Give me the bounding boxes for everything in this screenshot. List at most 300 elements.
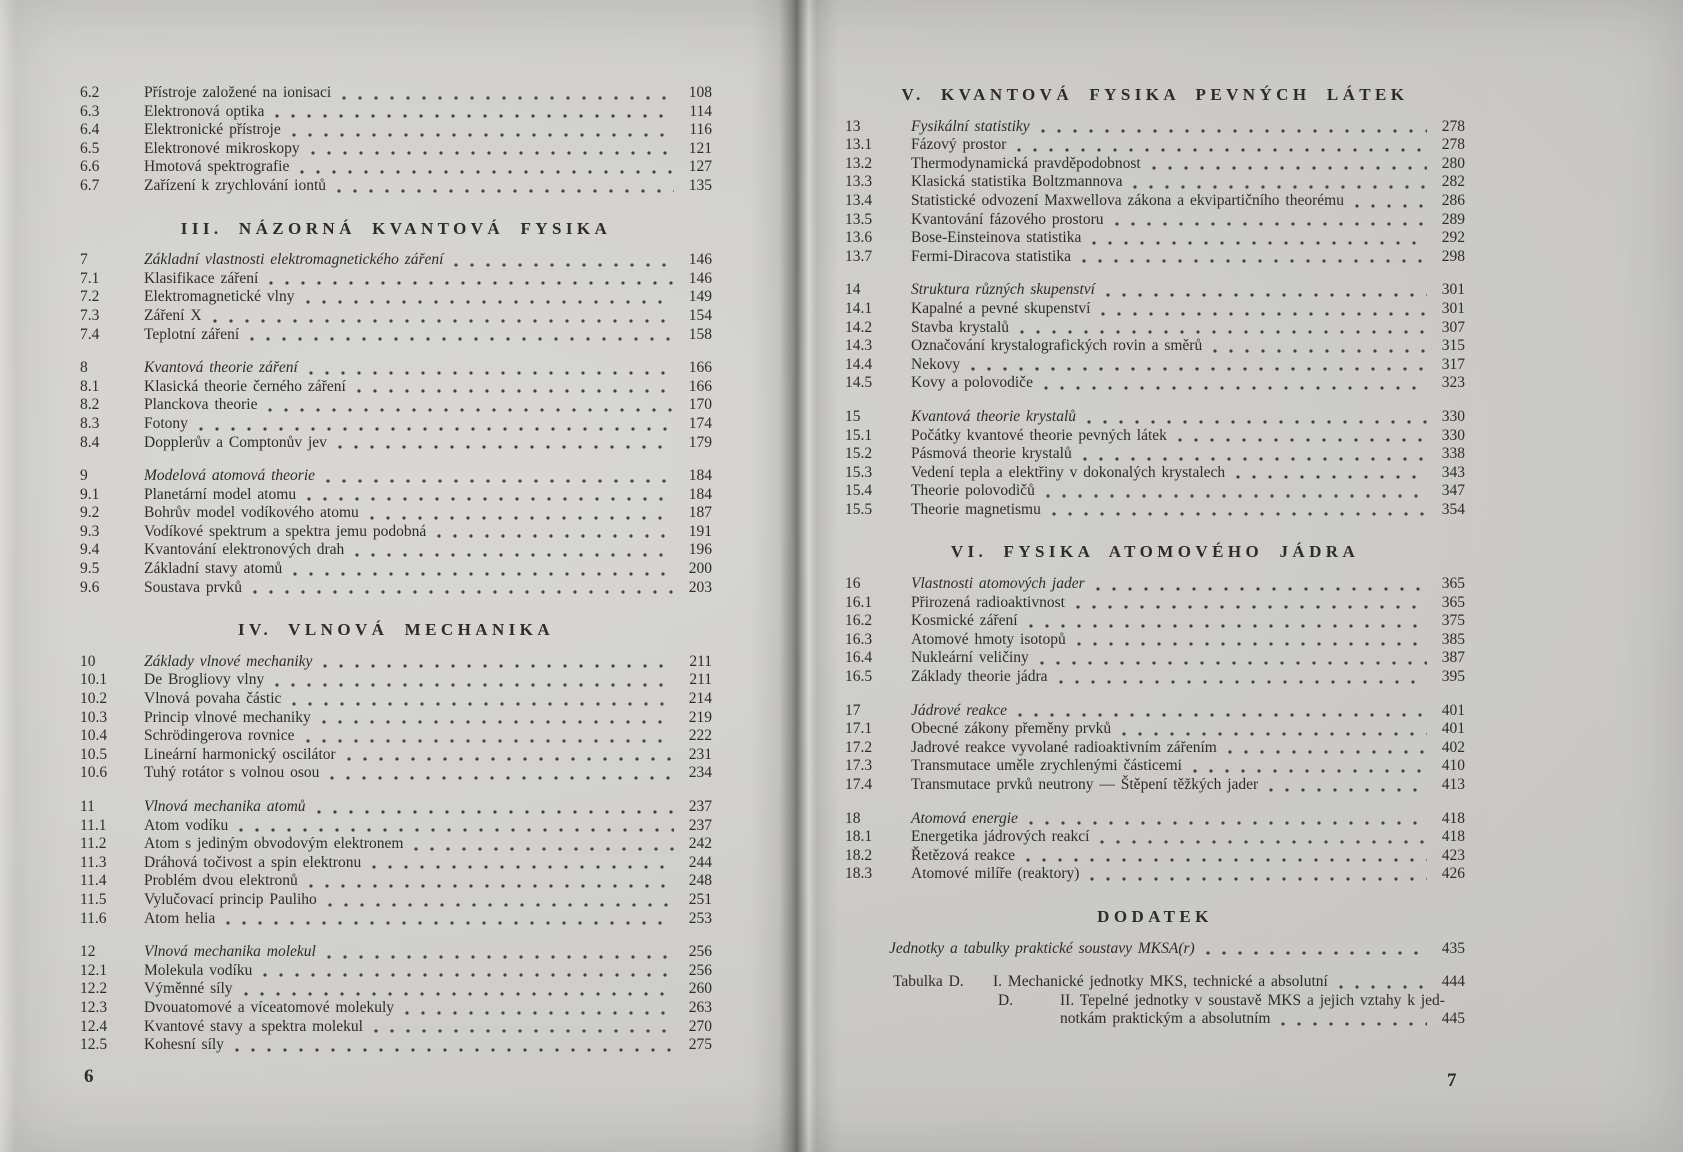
dot-leader	[1355, 198, 1427, 211]
toc-entry-number: 11.5	[80, 890, 107, 908]
toc-entry-page: 263	[688, 998, 712, 1016]
dot-leader	[292, 127, 674, 140]
toc-entry-page: 347	[1441, 482, 1465, 500]
toc-entry	[80, 103, 712, 122]
toc-entry-title: Přirozená radioaktivnost	[911, 593, 1065, 611]
toc-entry	[80, 560, 712, 579]
toc-entry	[845, 464, 1465, 483]
dot-leader	[1152, 160, 1427, 173]
dot-leader	[1083, 451, 1427, 464]
toc-entry-title: Označování krystalografických rovin a směrů	[911, 337, 1203, 355]
toc-entry-number: 12.2	[80, 980, 108, 998]
toc-entry	[845, 501, 1465, 520]
dot-leader	[268, 402, 674, 415]
toc-entry-title: Elektromagnetické vlny	[144, 288, 295, 306]
toc-entry-page: 222	[688, 727, 712, 745]
toc-entry-page: 127	[688, 158, 712, 176]
toc-entry-number: 11	[80, 798, 95, 815]
toc-group	[845, 702, 1465, 795]
toc-entry-number: 11.4	[80, 872, 107, 890]
toc-entry	[80, 504, 712, 523]
toc-group	[845, 118, 1465, 267]
toc-entry-title: Atomová energie	[911, 809, 1018, 827]
toc-entry-number: 10.4	[80, 727, 108, 745]
toc-entry-title: Počátky kvantové theorie pevných látek	[911, 426, 1167, 444]
toc-entry-title: Klasifikace záření	[144, 269, 259, 287]
dot-leader	[1092, 235, 1427, 248]
toc-entry	[845, 757, 1465, 776]
toc-entry-page: 286	[1441, 191, 1465, 209]
toc-entry-title: Klasická theorie černého záření	[144, 377, 346, 395]
toc-entry-page: 282	[1441, 173, 1465, 191]
toc-group	[845, 810, 1465, 884]
toc-entry-page: 278	[1441, 136, 1465, 154]
toc-entry-page: 158	[688, 325, 712, 343]
dot-leader	[1115, 216, 1427, 229]
dot-leader	[355, 547, 674, 560]
toc-entry-page: 248	[688, 872, 712, 890]
toc-entry-number: 9	[80, 467, 88, 485]
toc-entry	[80, 872, 712, 891]
toc-entry-title: Dopplerův a Comptonův jev	[144, 433, 327, 451]
toc-entry-number: 13.1	[845, 136, 873, 154]
dot-leader	[250, 331, 674, 344]
toc-entry-page: 251	[688, 890, 712, 908]
toc-entry-number: 8.2	[80, 396, 100, 414]
toc-entry	[80, 523, 712, 542]
toc-entry-page: 200	[688, 560, 712, 578]
toc-entry-title: Klasická statistika Boltzmannova	[911, 173, 1123, 191]
toc-entry	[80, 709, 712, 728]
toc-entry-page: 301	[1441, 281, 1465, 299]
toc-entry-number: 15	[845, 407, 861, 425]
toc-entry-page: 375	[1441, 612, 1465, 630]
toc-entry-title: De Brogliovy vlny	[144, 671, 265, 689]
toc-entry-page: 401	[1441, 701, 1465, 719]
toc-entry	[845, 173, 1465, 192]
dot-leader	[405, 1005, 674, 1018]
toc-entry-number: 9.2	[80, 504, 100, 522]
toc-entry-page: 135	[688, 176, 712, 194]
toc-entry-title: Theorie polovodičů	[911, 482, 1035, 500]
toc-entry-number: 14.5	[845, 374, 873, 392]
toc-entry-title: Tuhý rotátor s volnou osou	[144, 764, 320, 782]
toc-entry	[845, 408, 1465, 427]
book-gutter	[780, 0, 840, 1152]
toc-entry	[845, 211, 1465, 230]
dot-leader	[1087, 414, 1427, 427]
toc-entry	[845, 118, 1465, 137]
toc-entry-page: 298	[1441, 247, 1465, 265]
toc-entry-title: Nekovy	[911, 355, 961, 373]
dot-leader	[342, 90, 674, 103]
toc-entry-number: 11.6	[80, 909, 107, 927]
toc-entry	[80, 798, 712, 817]
toc-entry-title: Zařízení k zrychlování iontů	[144, 176, 327, 194]
toc-entry-title: Struktura různých skupenství	[911, 281, 1095, 299]
toc-entry-page: 146	[688, 269, 712, 287]
dot-leader	[323, 658, 674, 671]
toc-entry	[80, 288, 712, 307]
toc-entry-title: Elektronová optika	[144, 102, 265, 120]
toc-entry-title: Energetika jádrových reakcí	[911, 828, 1090, 846]
toc-entry	[80, 962, 712, 981]
toc-entry	[80, 84, 712, 103]
toc-entry-page: 330	[1441, 407, 1465, 425]
toc-entry-number: 16.3	[845, 630, 873, 648]
toc-entry-title: Kosmické záření	[911, 612, 1018, 630]
toc-entry	[80, 1018, 712, 1037]
toc-entry-page: 108	[688, 84, 712, 101]
toc-entry	[845, 1010, 1465, 1029]
toc-entry	[845, 356, 1465, 375]
dot-leader	[1029, 618, 1427, 631]
toc-entry-title: Kvantování fázového prostoru	[911, 210, 1104, 228]
dot-leader	[374, 1023, 674, 1036]
dot-leader	[1076, 599, 1427, 612]
toc-entry-page: 402	[1441, 738, 1465, 756]
toc-entry	[80, 746, 712, 765]
toc-entry	[80, 764, 712, 783]
toc-entry	[80, 158, 712, 177]
toc-entry-number: 17.4	[845, 776, 873, 793]
toc-entry	[845, 810, 1465, 829]
toc-entry	[80, 251, 712, 270]
toc-entry-number: 8	[80, 359, 88, 377]
toc-entry	[80, 671, 712, 690]
toc-entry-page: 413	[1441, 776, 1465, 793]
toc-entry-page: 184	[688, 467, 712, 485]
toc-entry-page: 354	[1441, 500, 1465, 518]
toc-entry-title: Atom helia	[144, 909, 216, 927]
toc-entry-page: 365	[1441, 593, 1465, 611]
toc-group	[80, 84, 712, 196]
dot-leader	[1041, 123, 1427, 136]
toc-entry-number: 6.2	[80, 84, 100, 101]
toc-entry-title: Teplotní záření	[144, 325, 240, 343]
dot-leader	[1052, 506, 1427, 519]
toc-entry-title: Fotony	[144, 414, 188, 432]
toc-entry	[80, 653, 712, 672]
toc-entry-number: 11.3	[80, 853, 107, 871]
toc-entry-number: 18.2	[845, 846, 873, 864]
dot-leader	[337, 183, 674, 196]
toc-entry-title: Jednotky a tabulky praktické soustavy MKSA(r)	[889, 939, 1195, 957]
toc-entry-title: Základy vlnové mechaniky	[144, 652, 313, 670]
toc-entry-page: 179	[688, 433, 712, 451]
toc-entry	[845, 192, 1465, 211]
toc-entry-title: Hmotová spektrografie	[144, 158, 290, 176]
dot-leader	[1339, 979, 1427, 992]
toc-entry	[80, 835, 712, 854]
toc-entry-title: Kvantové stavy a spektra molekul	[144, 1017, 363, 1035]
dot-leader	[306, 733, 675, 746]
toc-entry-page: 270	[688, 1017, 712, 1035]
toc-entry-page: 146	[688, 251, 712, 269]
toc-entry-title: Vylučovací princip Pauliho	[144, 890, 317, 908]
toc-entry	[80, 943, 712, 962]
dot-leader	[326, 473, 674, 486]
dot-leader	[226, 915, 674, 928]
dot-leader	[971, 361, 1427, 374]
dot-leader	[239, 822, 674, 835]
dot-leader	[307, 491, 674, 504]
dot-leader	[1059, 674, 1427, 687]
dot-leader	[322, 714, 674, 727]
section-heading: IV. VLNOVÁ MECHANIKA	[237, 620, 555, 640]
toc-entry-title: Kvantování elektronových drah	[144, 541, 345, 559]
dot-leader	[1228, 744, 1427, 757]
toc-entry-page: 174	[688, 414, 712, 432]
toc-entry-page: 418	[1441, 828, 1465, 846]
dot-leader	[1122, 726, 1427, 739]
toc-entry-page: 237	[688, 798, 712, 815]
toc-entry-page: 256	[688, 961, 712, 979]
dot-leader	[309, 878, 674, 891]
toc-entry-title: Molekula vodíku	[144, 961, 253, 979]
section-heading: VI. FYSIKA ATOMOVÉHO JÁDRA	[950, 542, 1360, 562]
toc-entry	[80, 359, 712, 378]
toc-entry-number: 12.4	[80, 1017, 108, 1035]
toc-group	[80, 653, 712, 783]
toc-entry-title: Theorie magnetismu	[911, 500, 1041, 518]
toc-entry-number: 11.2	[80, 835, 107, 853]
toc-entry-page: 219	[688, 708, 712, 726]
toc-entry-page: 330	[1441, 426, 1465, 444]
toc-entry-number: 15.3	[845, 463, 873, 481]
toc-entry-number: 7.1	[80, 269, 100, 287]
toc-entry	[845, 649, 1465, 668]
toc-entry-page: 214	[688, 690, 712, 708]
toc-entry	[845, 612, 1465, 631]
section-heading: III. NÁZORNÁ KVANTOVÁ FYSIKA	[180, 218, 612, 238]
toc-entry-title: Základní vlastnosti elektromagnetického záření	[144, 251, 444, 269]
toc-entry-title: Fázový prostor	[911, 136, 1007, 154]
dot-leader	[269, 275, 674, 288]
toc-entry-page: 301	[1441, 299, 1465, 317]
toc-entry-title: Vodíkové spektrum a spektra jemu podobná	[144, 522, 427, 540]
dot-leader	[338, 439, 674, 452]
toc-entry	[845, 575, 1465, 594]
toc-entry-number: 10.3	[80, 708, 108, 726]
toc-entry-title: Bose-Einsteinova statistika	[911, 229, 1082, 247]
toc-entry	[80, 727, 712, 746]
toc-entry	[80, 980, 712, 999]
toc-entry	[845, 720, 1465, 739]
toc-entry-number: 10.5	[80, 745, 108, 763]
toc-entry	[845, 992, 1465, 1011]
toc-entry-number: 12	[80, 943, 96, 961]
toc-entry	[80, 579, 712, 598]
dot-leader	[1029, 815, 1427, 828]
toc-entry-number: 17.2	[845, 738, 873, 756]
toc-entry-page: 170	[688, 396, 712, 414]
toc-entry-page: 426	[1441, 865, 1465, 883]
toc-entry-title: Lineární harmonický oscilátor	[144, 745, 336, 763]
toc-entry-title: Nukleární veličiny	[911, 649, 1029, 667]
toc-entry-title: Planetární model atomu	[144, 485, 297, 503]
toc-entry-number: 6.5	[80, 139, 100, 157]
dot-leader	[300, 164, 674, 177]
toc-entry-number: 16.2	[845, 612, 873, 630]
toc-entry-title: Bohrův model vodíkového atomu	[144, 504, 359, 522]
toc-entry	[80, 140, 712, 159]
toc-entry	[80, 121, 712, 140]
toc-entry	[845, 427, 1465, 446]
dot-leader	[372, 859, 674, 872]
toc-entry	[80, 690, 712, 709]
toc-entry-page: 410	[1441, 757, 1465, 775]
toc-entry-title: Atomové hmoty isotopů	[911, 630, 1066, 648]
toc-entry-title: Jadrové reakce vyvolané radioaktivním zářením	[911, 738, 1217, 756]
toc-entry-number: 9.1	[80, 485, 100, 503]
toc-entry-page: 121	[688, 139, 712, 157]
toc-entry	[845, 631, 1465, 650]
toc-group	[845, 940, 1465, 959]
toc-entry-page: 365	[1441, 575, 1465, 593]
left-page	[80, 84, 712, 1055]
toc-entry-number: Tabulka D.	[893, 973, 964, 991]
page-number-right: 7	[1447, 1070, 1457, 1091]
toc-entry-title: Soustava prvků	[144, 578, 243, 596]
toc-entry	[80, 1036, 712, 1055]
toc-entry-title: Thermodynamická pravděpodobnost	[911, 154, 1141, 172]
toc-group	[845, 973, 1465, 1029]
dot-leader	[370, 510, 674, 523]
toc-entry-page: 184	[688, 485, 712, 503]
toc-entry-number: 12.5	[80, 1036, 108, 1054]
toc-entry-page: 244	[688, 853, 712, 871]
toc-entry-title: Dvouatomové a víceatomové molekuly	[144, 998, 395, 1016]
toc-entry	[845, 445, 1465, 464]
toc-entry-page: 315	[1441, 337, 1465, 355]
toc-entry-page: 116	[689, 121, 712, 139]
dot-leader	[317, 804, 674, 817]
toc-entry	[80, 415, 712, 434]
toc-entry-title: Dráhová točivost a spin elektronu	[144, 853, 362, 871]
dot-leader	[1077, 636, 1427, 649]
toc-entry-number: 13.7	[845, 247, 873, 265]
toc-entry-number: 13.6	[845, 229, 873, 247]
toc-entry-title: Vlnová povaha částic	[144, 690, 282, 708]
toc-entry-number: 8.3	[80, 414, 100, 432]
toc-entry-number: 14.4	[845, 355, 873, 373]
toc-entry-page: 242	[688, 835, 712, 853]
toc-entry-title: Schrödingerova rovnice	[144, 727, 295, 745]
toc-entry-title: Princip vlnové mechaniky	[144, 708, 311, 726]
toc-entry	[80, 270, 712, 289]
toc-entry-title: Kohesní síly	[144, 1036, 224, 1054]
section-heading: DODATEK	[1097, 906, 1213, 926]
toc-entry-title: Planckova theorie	[144, 396, 258, 414]
toc-entry-title: Základy theorie jádra	[911, 668, 1048, 686]
dot-leader	[309, 365, 674, 378]
toc-entry	[845, 973, 1465, 992]
toc-entry-number: 12.3	[80, 998, 108, 1016]
toc-entry-page: 191	[688, 522, 712, 540]
toc-entry-page: 278	[1441, 117, 1465, 135]
toc-entry-number: D.	[998, 991, 1014, 1009]
toc-entry-number: 15.1	[845, 426, 873, 444]
toc-entry-title: Záření X	[144, 306, 202, 324]
toc-entry-page: 231	[688, 745, 712, 763]
toc-entry-page: 418	[1441, 809, 1465, 827]
toc-entry-page: 280	[1441, 154, 1465, 172]
dot-leader	[454, 257, 674, 270]
toc-entry-number: 18.3	[845, 865, 873, 883]
toc-entry-page: 445	[1441, 1010, 1465, 1028]
toc-entry-number: 8.4	[80, 433, 100, 451]
toc-entry-number: 8.1	[80, 377, 100, 395]
toc-entry-page: 237	[688, 816, 712, 834]
toc-entry-number: 9.3	[80, 522, 100, 540]
toc-entry-number: 15.5	[845, 500, 873, 518]
toc-entry-title: Přístroje založené na ionisaci	[144, 84, 332, 101]
toc-entry-number: 17	[845, 701, 861, 719]
dot-leader	[1017, 142, 1427, 155]
toc-entry-title: II. Tepelné jednotky v soustavě MKS a jejich vztahy k jed-	[1060, 991, 1445, 1009]
toc-entry-title: Vedení tepla a elektřiny v dokonalých krystalech	[911, 463, 1226, 481]
toc-entry-page: 401	[1441, 720, 1465, 738]
toc-entry-page: 323	[1441, 374, 1465, 392]
toc-entry-page: 114	[689, 102, 712, 120]
toc-entry-number: 17.1	[845, 720, 873, 738]
dot-leader	[263, 967, 674, 980]
dot-leader	[357, 383, 674, 396]
dot-leader	[1020, 324, 1427, 337]
dot-leader	[1269, 782, 1427, 795]
toc-entry-page: 289	[1441, 210, 1465, 228]
toc-entry	[845, 248, 1465, 267]
toc-entry-title: Transmutace prvků neutrony — Štěpení těžkých jader	[911, 776, 1259, 793]
dot-leader	[1106, 287, 1427, 300]
toc-entry-number: 7.3	[80, 306, 100, 324]
toc-entry	[80, 396, 712, 415]
dot-leader	[330, 770, 674, 783]
toc-entry-number: 14.2	[845, 318, 873, 336]
dot-leader	[311, 145, 674, 158]
dot-leader	[199, 421, 674, 434]
dot-leader	[328, 897, 674, 910]
toc-entry-number: 16.5	[845, 668, 873, 686]
toc-entry	[80, 177, 712, 196]
toc-entry-page: 395	[1441, 668, 1465, 686]
toc-group	[80, 943, 712, 1055]
toc-entry-page: 166	[688, 359, 712, 377]
toc-entry-page: 292	[1441, 229, 1465, 247]
toc-entry-page: 343	[1441, 463, 1465, 481]
toc-group	[845, 281, 1465, 393]
dot-leader	[1101, 306, 1427, 319]
toc-group	[80, 467, 712, 597]
dot-leader	[1100, 834, 1427, 847]
toc-group	[80, 251, 712, 344]
toc-entry-title: Řetězová reakce	[911, 846, 1015, 864]
dot-leader	[292, 696, 674, 709]
toc-entry-number: 13.5	[845, 210, 873, 228]
toc-entry-number: 10	[80, 652, 96, 670]
toc-entry-page: 307	[1441, 318, 1465, 336]
dot-leader	[1281, 1016, 1427, 1029]
toc-entry-title: Atom vodíku	[144, 816, 229, 834]
toc-entry-number: 18.1	[845, 828, 873, 846]
toc-entry-number: 17.3	[845, 757, 873, 775]
toc-entry-title: Vlnová mechanika molekul	[144, 943, 316, 961]
toc-entry	[845, 155, 1465, 174]
toc-entry-number: 6.6	[80, 158, 100, 176]
dot-leader	[347, 751, 674, 764]
toc-entry-number: 9.6	[80, 578, 100, 596]
